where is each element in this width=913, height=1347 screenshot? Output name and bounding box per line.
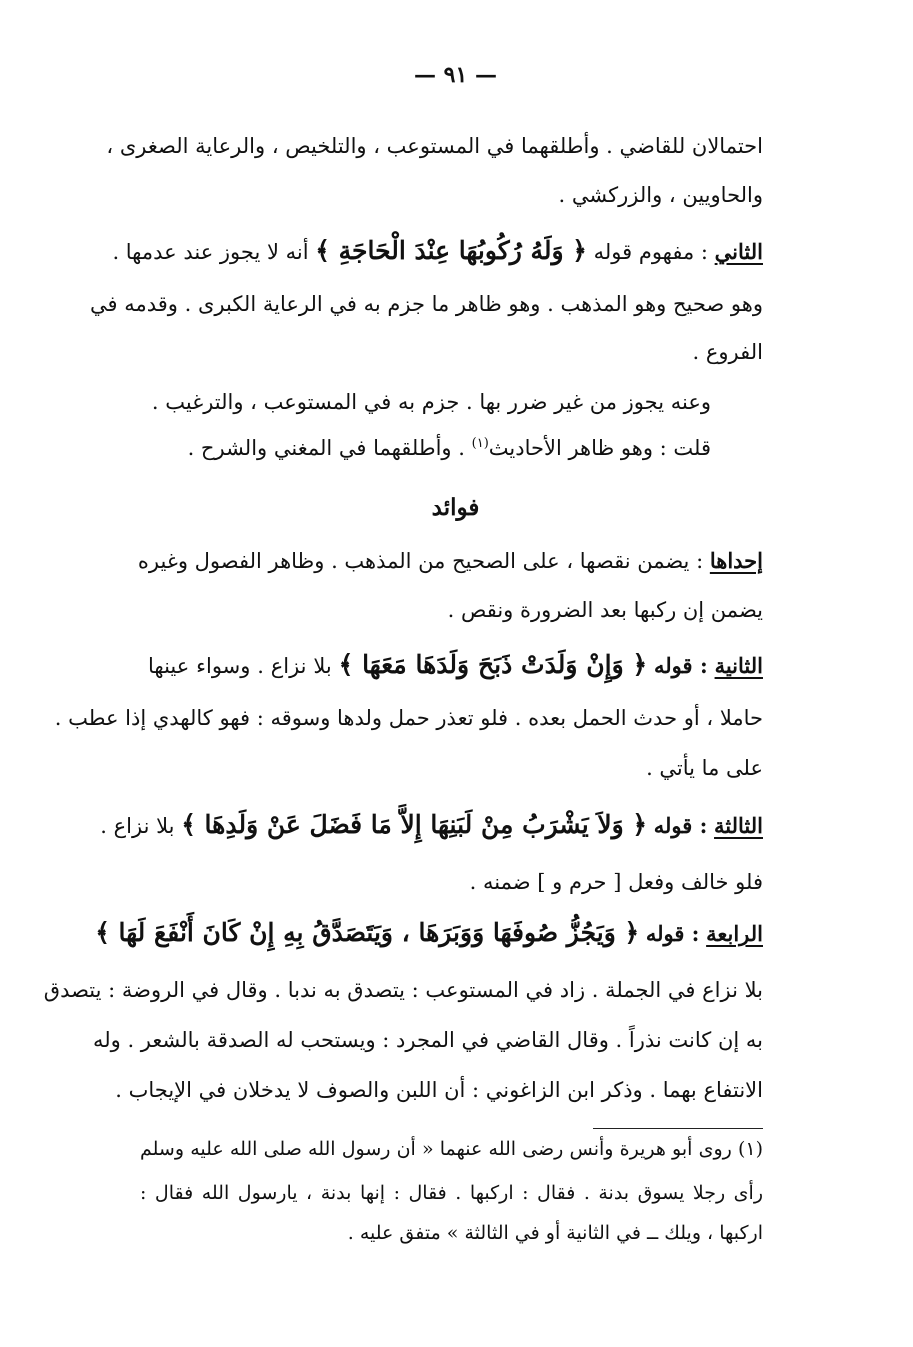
body-line: الفروع . [692, 340, 763, 364]
paragraph-lead: الرابعة [706, 921, 763, 946]
quran-quote: ﴿ وَلَهُ رُكُوبُهَا عِنْدَ الْحَاجَةِ ﴾ [315, 236, 587, 265]
footnote-reference: (١) [471, 436, 489, 451]
body-line: يضمن إن ركبها بعد الضرورة ونقص . [447, 598, 763, 622]
paragraph-lead: إحداها [709, 548, 763, 573]
text-run: : مفهوم قوله [593, 240, 708, 264]
body-line: حاملا ، أو حدث الحمل بعده . فلو تعذر حمل ولدها وسوقه : فهو كالهدي إذا عطب . [54, 706, 763, 730]
paragraph-lead: الثالثة [714, 813, 763, 838]
text-run: : قوله [653, 813, 708, 838]
footnote-separator [593, 1128, 763, 1129]
body-line: وهو صحيح وهو المذهب . وهو ظاهر ما جزم به في الرعاية الكبرى . وقدمه في [90, 292, 763, 316]
body-line: والحاويين ، والزركشي . [558, 183, 763, 207]
text-run: بلا نزاع . [100, 814, 175, 838]
footnote-line: (١) روى أبو هريرة وأنس رضى الله عنهما « أن رسول الله صلى الله عليه وسلم [140, 1138, 763, 1160]
body-line: الانتفاع بهما . وذكر ابن الزاغوني : أن اللبن والصوف لا يدخلان في الإيجاب . [115, 1078, 763, 1102]
text-run: : قوله [653, 653, 708, 678]
document-page [43, 0, 763, 1347]
body-line [148, 436, 711, 461]
paragraph-lead: الثاني [714, 239, 763, 264]
quran-quote: ﴿ وَإِنْ وَلَدَتْ ذَبَحَ وَلَدَهَا مَعَهَا ﴾ [338, 650, 648, 679]
body-line [95, 918, 763, 948]
body-line: وعنه يجوز من غير ضرر بها . جزم به في المستوعب ، والترغيب . [151, 390, 711, 414]
text-run: أنه لا يجوز عند عدمها . [112, 240, 309, 264]
body-line: بلا نزاع في الجملة . زاد في المستوعب : يتصدق به ندبا . وقال في الروضة : يتصدق [43, 978, 763, 1002]
body-line [148, 650, 763, 680]
body-line [100, 810, 763, 840]
section-heading: فوائد [431, 494, 480, 521]
body-line [112, 236, 763, 266]
body-line: فلو خالف وفعل [ حرم و ] ضمنه . [469, 870, 763, 894]
text-run: قلت : وهو ظاهر الأحاديث [488, 436, 711, 460]
footnote-line: اركبها ، ويلك ــ في الثانية أو في الثالثة » متفق عليه . [347, 1222, 763, 1244]
quran-quote: ﴿ وَيَجُزُّ صُوفَهَا وَوَبَرَهَا ، وَيَتَصَدَّقُ بِهِ إِنْ كَانَ أَنْفَعَ لَهَا ﴾ [95, 918, 640, 947]
body-line: به إن كانت نذراً . وقال القاضي في المجرد : ويستحب له الصدقة بالشعر . وله [92, 1028, 763, 1052]
quran-quote: ﴿ وَلاَ يَشْرَبُ مِنْ لَبَنِهَا إِلاَّ مَا فَضَلَ عَنْ وَلَدِهَا ﴾ [181, 810, 648, 839]
text-run: بلا نزاع . وسواء عينها [148, 654, 332, 678]
paragraph-lead: الثانية [714, 653, 763, 678]
body-line [137, 548, 763, 574]
text-run: : يضمن نقصها ، على الصحيح من المذهب . وظاهر الفصول وغيره [137, 549, 704, 573]
footnote-line: رأى رجلا يسوق بدنة . فقال : اركبها . فقال : إنها بدنة ، يارسول الله فقال : [140, 1182, 763, 1204]
body-line: احتمالان للقاضي . وأطلقهما في المستوعب ، والتلخيص ، والرعاية الصغرى ، [106, 134, 763, 158]
body-line: على ما يأتي . [646, 756, 763, 780]
text-run: . وأطلقهما في المغني والشرح . [187, 436, 465, 460]
text-run: : قوله [645, 921, 700, 946]
page-number: — ٩١ — [414, 62, 497, 88]
